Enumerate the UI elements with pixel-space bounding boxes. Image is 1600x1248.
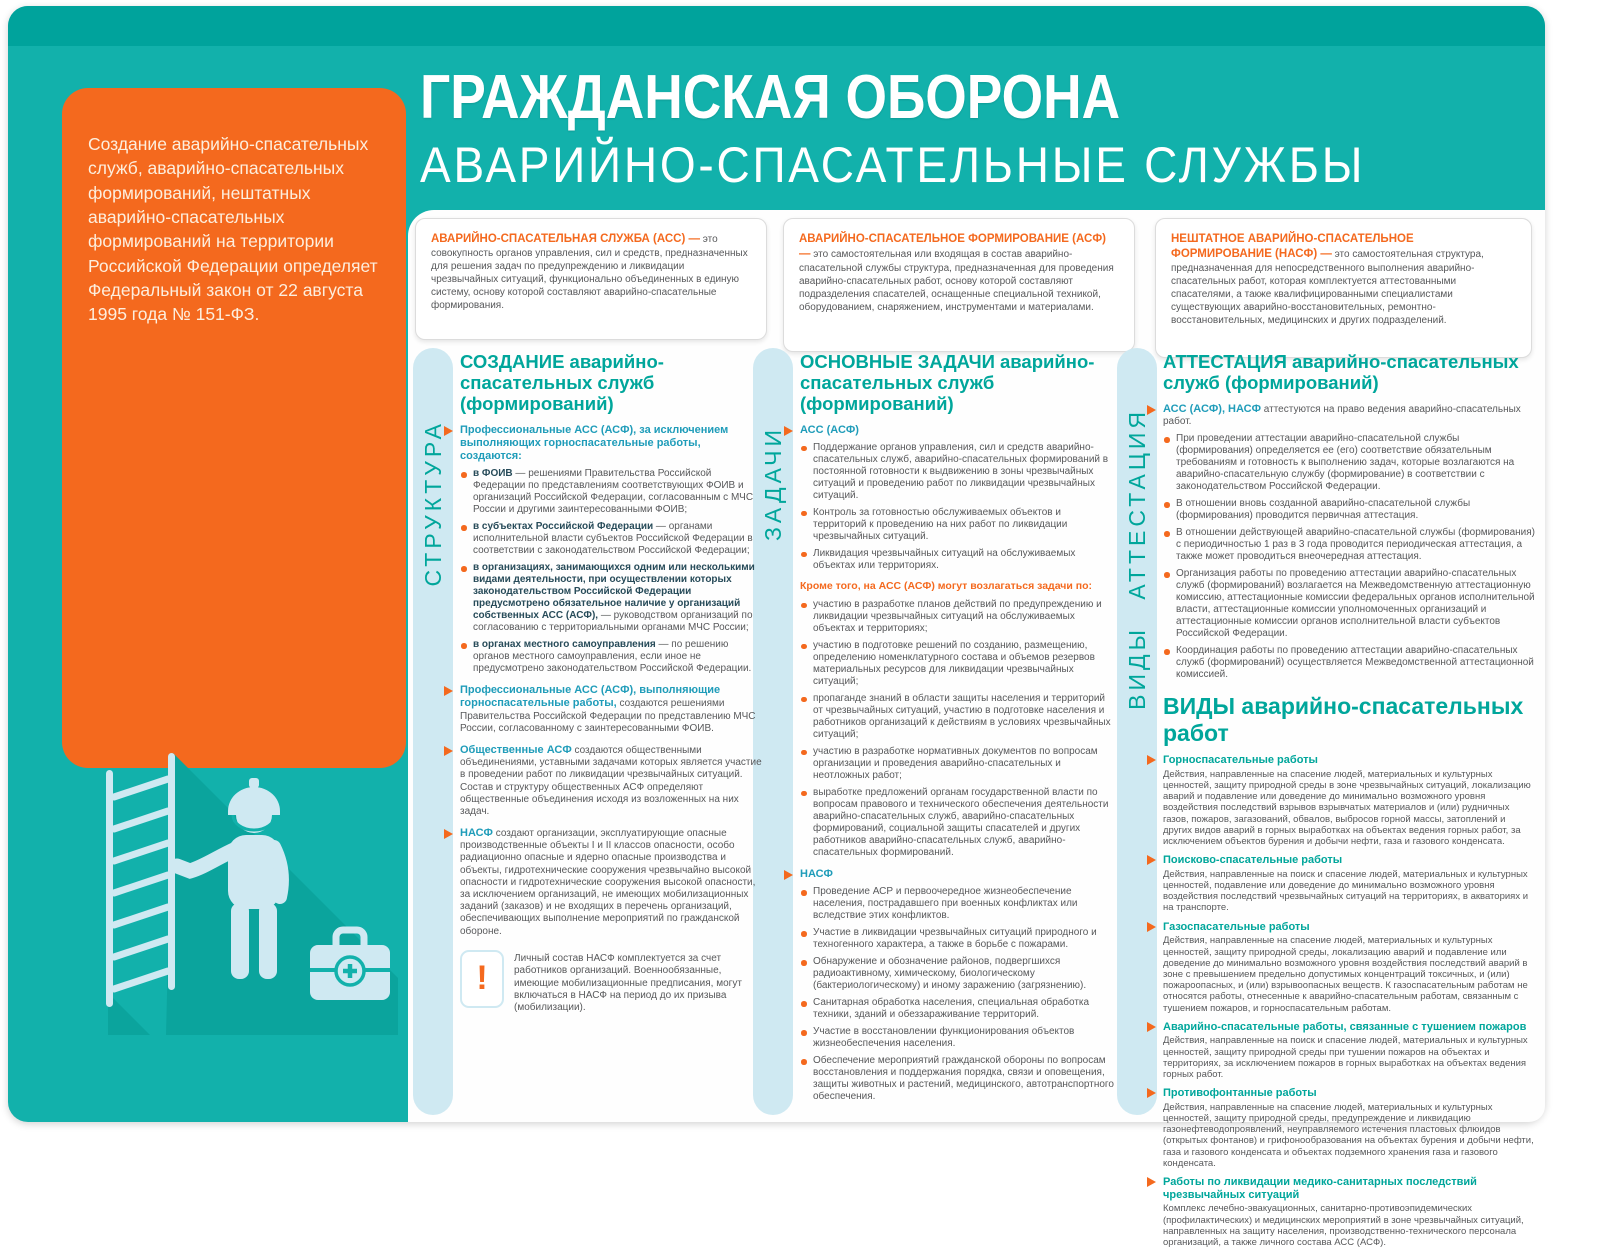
column-creation [460, 352, 763, 1015]
work-desc: Действия, направленные на спасение людей, материальных и культурных ценностей, защиту природной среды в зоне чрезвычайных ситуаций, локализацию аварий и подавление или доведение до минимально возможного уровня воздействия последствий взрывов взрывчатых материалов и (или) рудничных газов, пожаров, загазований, обвалов, выбросов горной массы, затоплений и других видов аварий в горных выработках на объектах ведения горных работ, за исключением объектов бурения и добычи нефти, газа и газового конденсата. [1163, 768, 1531, 848]
attestation-lead [1163, 403, 1537, 428]
item-lead: АСС (АСФ) [800, 423, 859, 436]
tasks-nasf-bullet: Обеспечение мероприятий гражданской обороны по вопросам восстановления и поддержания порядка, связи и оповещения, защиты животных и растений, медицинского, автотранспортного обеспечения. [800, 1055, 1116, 1103]
vertical-band-attestation-types [1117, 348, 1157, 1115]
tasks-nasf-head [800, 868, 1116, 881]
item-text: создаются решениями Правительства Российской Федерации по представлению МЧС России, согласованному с заинтересованными ФОИВ. [460, 698, 756, 734]
creation-professional-lead [460, 424, 763, 464]
definition-term: АВАРИЙНО-СПАСАТЕЛЬНОЕ ФОРМИРОВАНИЕ (АСФ) — [799, 233, 1106, 260]
attestation-bullet: Координация работы по проведению аттестации аварийно-спасательных служб (формирований) осуществляется Межведомственной аттестационной комиссией. [1163, 645, 1537, 681]
nasf-note-box [460, 950, 763, 1015]
work-desc: Действия, направленные на спасение людей, материальных и культурных ценностей, защиту природной среды, локализацию аварий и подавление или доведение до минимально возможного уровня воздействия последствий аварий в зоне с превышением предельно допустимых концентраций токсичных, и (или) пожароопасных, и (или) взрывоопасных веществ. К газоспасательным работам не относятся работы, отнесенные к аварийно-спасательным работам, связанным с тушением пожаров, и горноспасательным работам. [1163, 935, 1528, 1014]
bullet-lead: в ФОИВ [473, 468, 513, 480]
page-title: ГРАЖДАНСКАЯ ОБОРОНА [420, 63, 1121, 132]
item-lead: Общественные АСФ [460, 743, 572, 756]
work-name-gas-rescue: Газоспасательные работы [1163, 921, 1537, 934]
bullet-text: — решениями Правительства Российской Федерации по представлениям соответствующих ФОИВ и организаций Российской Федерации, согласованным с МЧС России и другими заинтересованными ФОИВ; [473, 468, 754, 516]
work-desc: Действия, направленные на поиск и спасение людей, материальных и культурных ценностей, подавление или доведение до минимально возможного уровня воздействия последствий чрезвычайных ситуаций на территориях, в акваториях и на транспорте. [1163, 868, 1529, 914]
band-label-attestation: АТТЕСТАЦИЯ [1123, 408, 1150, 600]
bullet-lead: в организациях, занимающихся одним или несколькими видами деятельности, при осуществлении которых законодательством Российской Федерации предусмотрено обязательное наличие у организаций собственных АСС (АСФ), [473, 562, 755, 622]
rescuer-pictogram [78, 745, 398, 1035]
bullet-text: — по решению органов местного самоуправления, если иное не предусмотрено законодательством Российской Федерации. [473, 639, 752, 675]
work-desc: Действия, направленные на поиск и спасение людей, материальных и культурных ценностей, защиту природной среды при тушении пожаров на объектах и территориях, за исключением пожаров в горных выработках на объектах ведения горных работ. [1163, 1035, 1528, 1080]
bullet-text: — органами исполнительной власти субъектов Российской Федерации в соответствии с законодательством Российской Федерации; [473, 521, 753, 557]
tasks-extra-heading: Кроме того, на АСС (АСФ) могут возлагаться задачи по: [800, 579, 1093, 592]
work-name-medical-sanitary: Работы по ликвидации медико-санитарных последствий чрезвычайных ситуаций [1163, 1176, 1537, 1201]
work-name-search-rescue: Поисково-спасательные работы [1163, 854, 1537, 867]
tasks-bullet: Поддержание органов управления, сил и средств аварийно-спасательных служб, аварийно-спасательных формирований в постоянной готовности к выдвижению в зоны чрезвычайных ситуаций и проведению работ по ликвидации чрезвычайных ситуаций. [800, 442, 1116, 502]
creation-professional-lead-text: Профессиональные АСС (АСФ), за исключением выполняющих горноспасательные работы, создаются: [460, 423, 729, 463]
item-lead: НАСФ [460, 827, 493, 840]
creation-nasf-item [460, 827, 763, 938]
work-name-mining: Горноспасательные работы [1163, 754, 1537, 767]
work-name-anti-fountain: Противофонтанные работы [1163, 1087, 1537, 1100]
creation-bullet-local-gov [460, 639, 763, 675]
attestation-bullet: Организация работы по проведению аттестации аварийно-спасательных служб (формирований) возлагается на Межведомственную аттестационную комиссию, аттестационные комиссии федеральных органов исполнительной власти, аттестационные комиссии уполномоченных организаций и аттестационные комиссии органов исполнительной власти субъектов Российской Федерации. [1163, 568, 1537, 640]
item-text: аттестуются на право ведения аварийно-спасательных работ. [1163, 403, 1521, 427]
column-attestation [1163, 352, 1537, 1248]
column-creation-title: СОЗДАНИЕ аварийно-спасательных служб (формирований) [460, 351, 664, 414]
tasks-nasf-bullet: Участие в восстановлении функционирования объектов жизнеобеспечения населения. [800, 1026, 1116, 1050]
types-of-works-title: ВИДЫ аварийно-спасательных работ [1163, 693, 1524, 747]
nasf-note-text: Личный состав НАСФ комплектуется за счет работников организаций. Военнообязанные, имеющие мобилизационные предписания, могут включаться в НАСФ на период до их призыва (мобилизации). [514, 952, 742, 1014]
work-desc: Комплекс лечебно-эвакуационных, санитарно-противоэпидемических (профилактических) и медицинских мероприятий в зоне чрезвычайных ситуаций, направленных на защиту населения, производственно-технического персонала организаций, а также личного состава АСС (АСФ). [1163, 1203, 1524, 1248]
tasks-nasf-bullet: Проведение АСР и первоочередное жизнеобеспечение населения, пострадавшего при военных конфликтах или вследствие этих конфликтов. [800, 886, 1116, 922]
definition-body: это самостоятельная или входящая в состав аварийно-спасательной службы структура, предназначенная для проведения аварийно-спасательных работ, основу которой составляют подразделения спасателей, оснащенные специальной техникой, оборудованием, снаряжением, инструментами и материалами. [799, 248, 1114, 313]
definition-term: НЕШТАТНОЕ АВАРИЙНО-СПАСАТЕЛЬНОЕ ФОРМИРОВАНИЕ (НАСФ) — [1171, 233, 1414, 260]
tasks-nasf-bullet: Обнаружение и обозначение районов, подвергшихся радиоактивному, химическому, биологическому (бактериологическому) и иному заражению (загрязнению). [800, 956, 1116, 992]
item-lead: НАСФ [800, 867, 833, 880]
item-text: создают организации, эксплуатирующие опасные производственные объекты I и II классов опасности, особо радиационно опасные и ядерно опасные производства и объекты, гидротехнические сооружения чрезвычайно высокой опасности и гидротехнические сооружения высокой опасности, за исключением организаций, не имеющих мобилизационных заданий (заказов) и не входящих в перечень организаций, обеспечивающих выполнение мероприятий по гражданской обороне. [460, 828, 756, 937]
item-lead: АСС (АСФ), НАСФ [1163, 402, 1262, 415]
tasks-extra-bullet: участию в разработке планов действий по предупреждению и ликвидации чрезвычайных ситуаций на обслуживаемых объектах и территориях; [800, 599, 1116, 635]
creation-bullet-subjects [460, 521, 763, 557]
column-attestation-title: АТТЕСТАЦИЯ аварийно-спасательных служб (формирований) [1163, 351, 1519, 393]
creation-public-item [460, 744, 763, 818]
attestation-bullet: В отношении вновь созданной аварийно-спасательной службы (формирования) проводится первичная аттестация. [1163, 498, 1537, 522]
vertical-band-structure [413, 348, 453, 1115]
definition-card-nasf [1155, 218, 1532, 358]
tasks-bullet: Контроль за готовностью обслуживаемых объектов и территорий к проведению на них работ по ликвидации чрезвычайных ситуаций. [800, 507, 1116, 543]
top-accent-strip [8, 6, 1545, 46]
band-label-tasks: ЗАДАЧИ [759, 426, 786, 541]
tasks-extra-bullet: пропаганде знаний в области защиты населения и территорий от чрезвычайных ситуаций, участию в подготовке населения и работников организаций к действиям в условиях чрезвычайных ситуаций; [800, 693, 1116, 741]
band-label-types: ВИДЫ [1123, 625, 1150, 710]
work-desc: Действия, направленные на спасение людей, материальных и культурных ценностей, защиту природной среды, предупреждение и ликвидацию газонефтеводопроявлений, неуправляемого истечения пластовых флюидов (открытых фонтанов) и грифонообразования на объектах бурения и добычи нефти, газа и газового конденсата и объектах подземного хранения газа и газового конденсата. [1163, 1101, 1534, 1169]
definition-body: это самостоятельная структура, предназначенная для непосредственного выполнения аварийно-спасательных работ, которая комплектуется аттестованными спасателями, а также квалифицированными специалистами существующих аварийно-восстановительных, ремонтно-восстановительных, медицинских и других подразделений. [1171, 248, 1484, 326]
creation-mining-item [460, 684, 763, 735]
item-text: создаются общественными объединениями, уставными задачами которых является участие в проведении работ по ликвидации чрезвычайных ситуаций. Состав и структуру общественных АСФ определяют общественные объединения исходя из возложенных на них задач. [460, 744, 762, 817]
intro-law-box [62, 88, 406, 768]
exclamation-icon: ! [460, 950, 504, 1008]
attestation-bullet: В отношении действующей аварийно-спасательной службы (формирования) с периодичностью 1 раз в 3 года проводится периодическая аттестация, а также может проводиться внеочередная аттестация. [1163, 527, 1537, 563]
definition-card-asf [783, 218, 1135, 352]
tasks-extra-bullet: выработке предложений органам государственной власти по вопросам правового и технического обеспечения деятельности аварийно-спасательных служб, аварийно-спасательных формирований, социальной защиты спасателей и других работников аварийно-спасательных служб, аварийно-спасательных формирований. [800, 787, 1116, 859]
column-tasks [800, 352, 1116, 1108]
column-tasks-title: ОСНОВНЫЕ ЗАДАЧИ аварийно-спасательных служб (формирований) [800, 351, 1095, 414]
bullet-lead: в органах местного самоуправления [473, 639, 656, 651]
ladder-icon [106, 753, 175, 1007]
attestation-bullet: При проведении аттестации аварийно-спасательной службы (формирования) определяется ее (его) соответствие обязательным требованиям и готовность к выполнению задач, которые возлагаются на аварийно-спасательную службу (формирование) в соответствии с законодательством Российской Федерации. [1163, 433, 1537, 493]
tasks-bullet: Ликвидация чрезвычайных ситуаций на обслуживаемых объектах или территориях. [800, 548, 1116, 572]
page-subtitle: АВАРИЙНО-СПАСАТЕЛЬНЫЕ СЛУЖБЫ [420, 137, 1366, 193]
tasks-extra-bullet: участию в разработке нормативных документов по вопросам организации и проведения аварийно-спасательных и неотложных работ; [800, 746, 1116, 782]
creation-bullet-foiv [460, 468, 763, 516]
definition-card-acc [415, 218, 767, 340]
tasks-nasf-bullet: Санитарная обработка населения, специальная обработка техники, зданий и обеззараживание территорий. [800, 997, 1116, 1021]
creation-bullet-organizations [460, 562, 763, 634]
intro-law-text: Создание аварийно-спасательных служб, аварийно-спасательных формирований, нештатных аварийно-спасательных формирований на территории Российской Федерации определяет Федеральный закон от 22 августа 1995 года № 151-ФЗ. [88, 134, 378, 325]
tasks-acc-head [800, 424, 1116, 437]
tasks-nasf-bullet: Участие в ликвидации чрезвычайных ситуаций природного и техногенного характера, а также в борьбе с пожарами. [800, 927, 1116, 951]
item-lead: Профессиональные АСС (АСФ), выполняющие горноспасательные работы, [460, 684, 721, 710]
work-name-firefighting: Аварийно-спасательные работы, связанные с тушением пожаров [1163, 1021, 1537, 1034]
bullet-text: — руководством организаций по согласованию с территориальными органами МЧС России; [473, 610, 753, 634]
definition-body: это совокупность органов управления, сил и средств, предназначенных для решения задач по предупреждению и ликвидации чрезвычайных ситуаций, функционально объединенных в единую систему, основу которой составляют аварийно-спасательные формирования. [431, 234, 748, 311]
bullet-lead: в субъектах Российской Федерации [473, 521, 654, 533]
band-label-structure: СТРУКТУРА [419, 420, 446, 587]
definition-term: АВАРИЙНО-СПАСАТЕЛЬНАЯ СЛУЖБА (АСС) — [431, 233, 701, 245]
tasks-extra-bullet: участию в подготовке решений по созданию, размещению, определению номенклатурного состава и объемов резервов материальных ресурсов для ликвидации чрезвычайных ситуаций; [800, 640, 1116, 688]
